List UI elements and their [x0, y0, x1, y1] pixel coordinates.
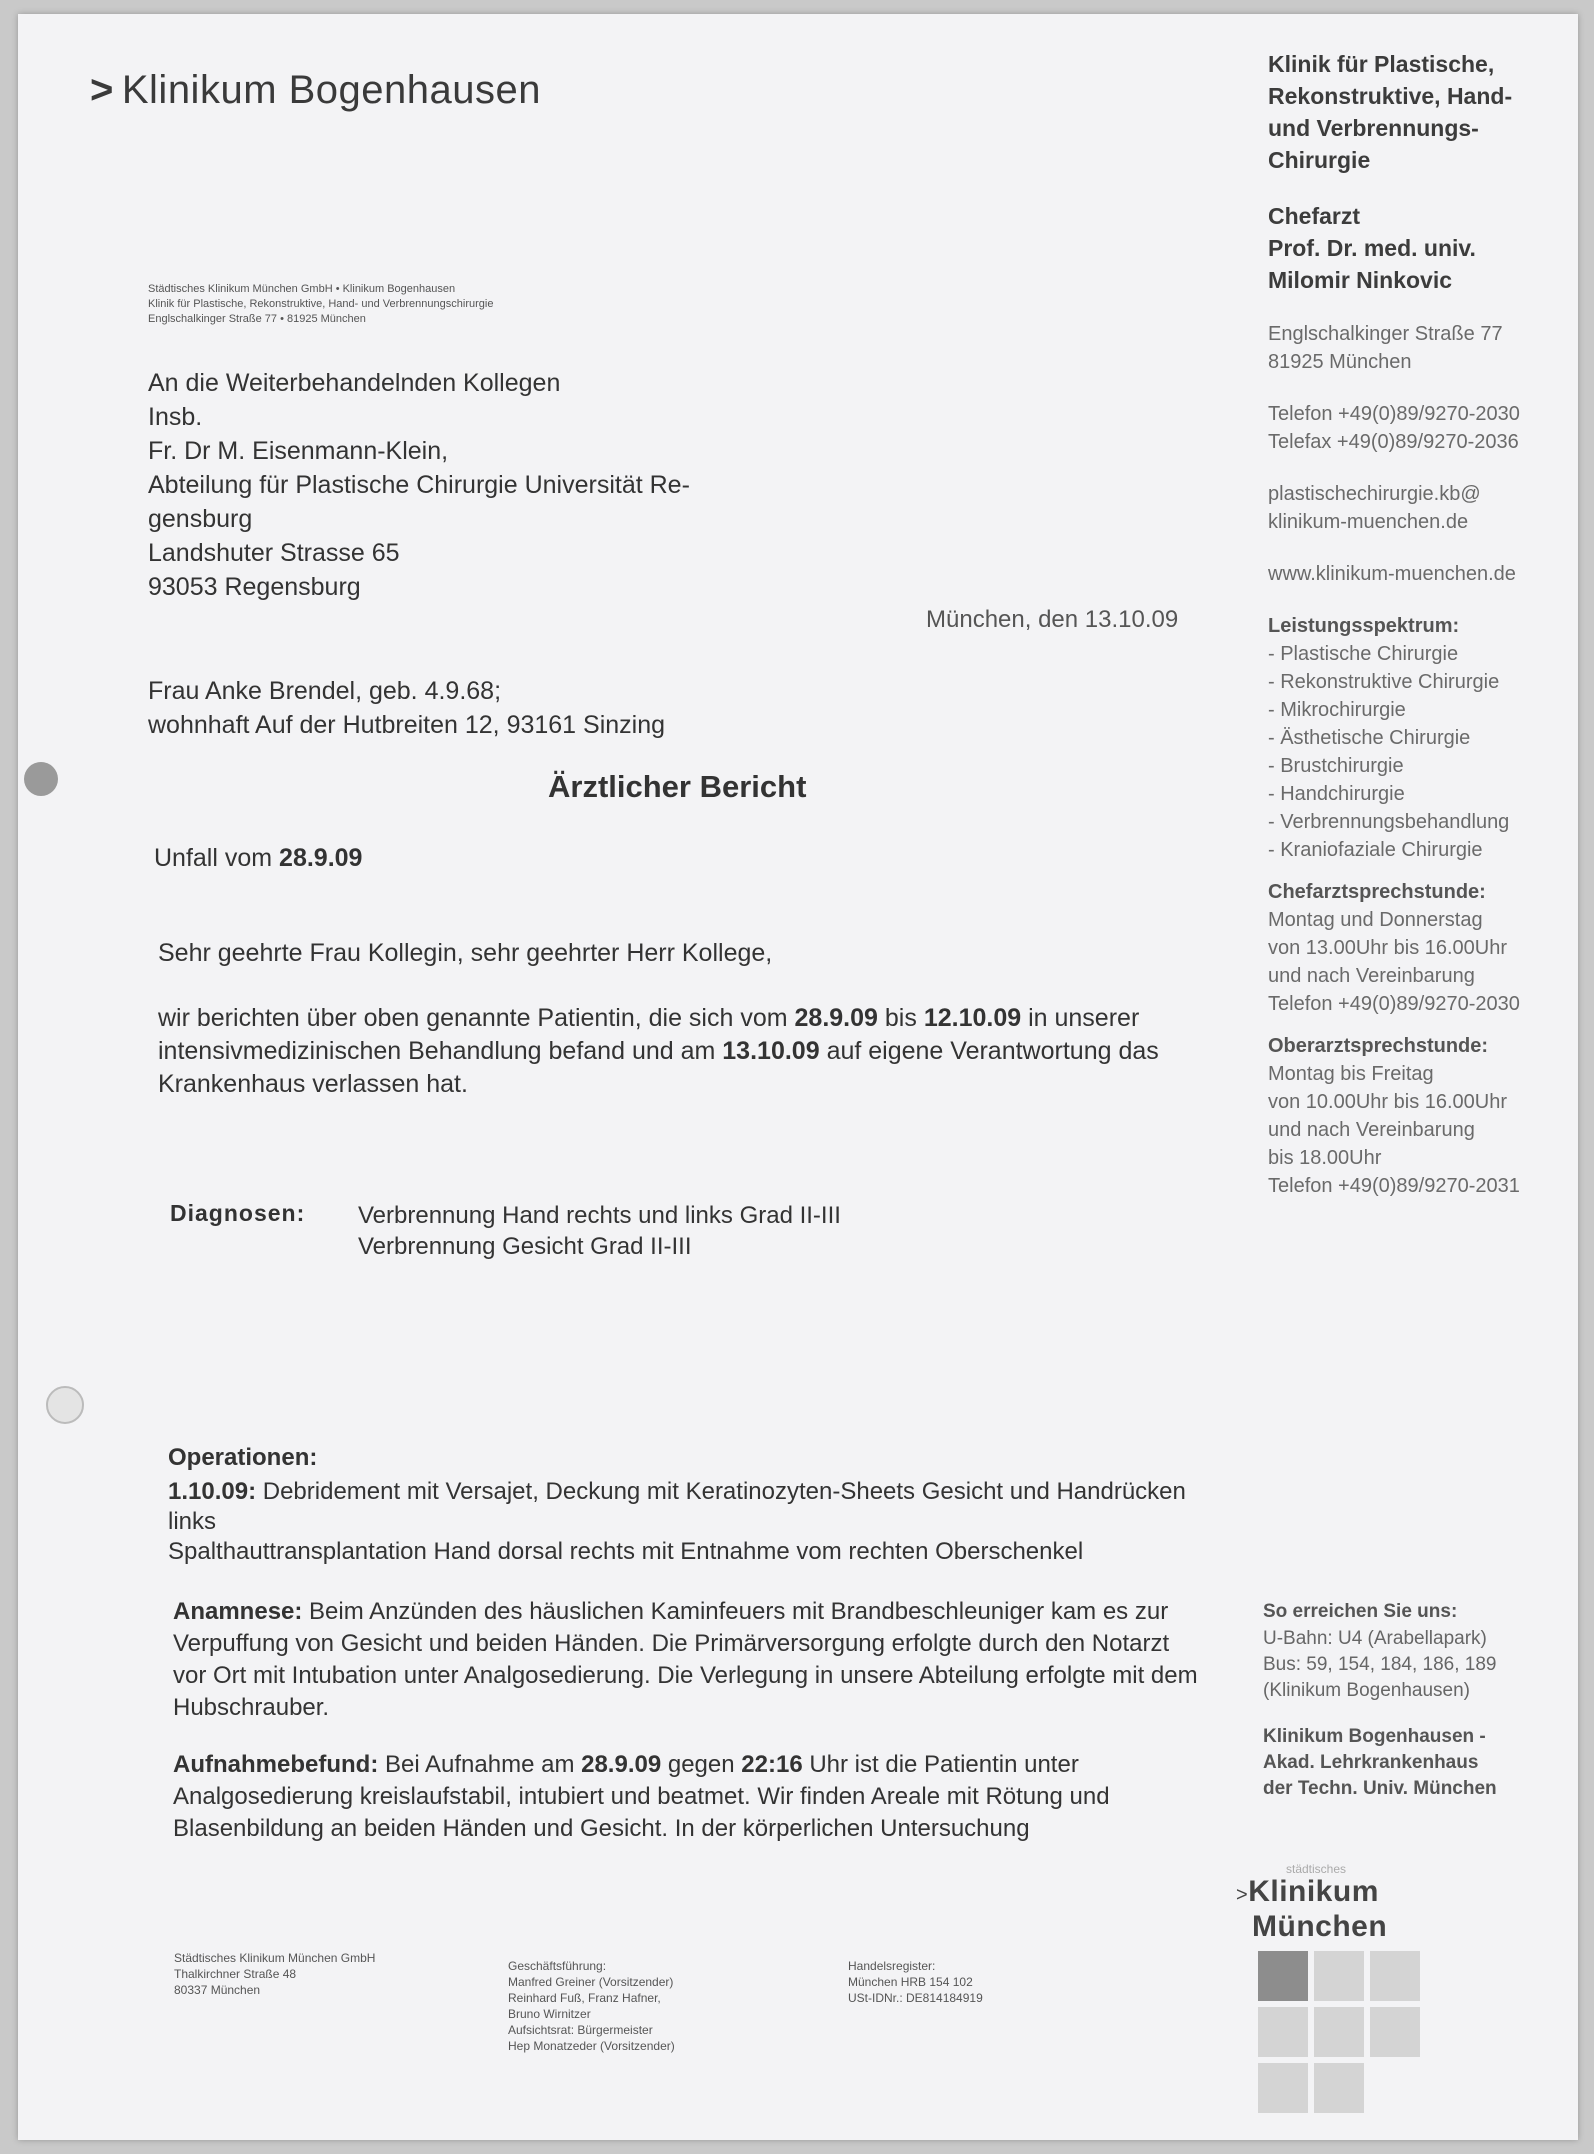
recipient-line: gensburg: [148, 505, 253, 533]
sidebar-fax: Telefax +49(0)89/9270-2036: [1268, 431, 1519, 453]
logo-square: [1370, 1951, 1420, 2001]
logo-text: Klinikum Bogenhausen: [121, 68, 542, 112]
accident-date-value: 28.9.09: [279, 844, 363, 872]
logo-arrow: >: [90, 68, 114, 112]
directions-line: Bus: 59, 154, 184, 186, 189: [1263, 1654, 1497, 1675]
directions-line: (Klinikum Bogenhausen): [1263, 1680, 1471, 1701]
chief-title: Prof. Dr. med. univ.: [1268, 235, 1476, 261]
intro-text: auf eigene Verantwortung das Krankenhaus verlassen hat.: [158, 1037, 1159, 1098]
anamnese-paragraph: [173, 1596, 1203, 1724]
footer-company: [174, 1950, 375, 1998]
operations-body: [168, 1477, 1268, 1567]
logo-square-empty: [1370, 2063, 1420, 2113]
admission-text: Uhr ist die Patientin unter Analgosedierung kreislaufstabil, intubiert und beatmet. Wir finden Areale mit Rötung und Blasenbildung an beiden Händen und Gesicht. In der körperlichen Untersuchung: [173, 1751, 1110, 1842]
operation-line: Debridement mit Versajet, Deckung mit Keratinozyten-Sheets Gesicht und Handrücken links: [168, 1478, 1186, 1535]
logo-square: [1314, 2007, 1364, 2057]
logo-square: [1314, 2063, 1364, 2113]
logo-line: München: [1252, 1910, 1388, 1943]
footer-line: Manfred Greiner (Vorsitzender): [508, 1975, 674, 1989]
logo-line: Klinikum: [1248, 1875, 1379, 1908]
logo-square: [1314, 1951, 1364, 2001]
punch-hole-bottom: [46, 1386, 84, 1424]
anamnese-label: Anamnese:: [173, 1598, 303, 1625]
diagnosis-item: Verbrennung Gesicht Grad II-III: [358, 1233, 692, 1260]
senior-hours-title: Oberarztsprechstunde:: [1268, 1035, 1489, 1057]
logo-square: [1370, 2007, 1420, 2057]
teaching-line: der Techn. Univ. München: [1263, 1778, 1497, 1799]
chief-hours-line: von 13.00Uhr bis 16.00Uhr: [1268, 937, 1508, 959]
service-item: - Mikrochirurgie: [1268, 699, 1406, 721]
klinikum-muenchen-logo: [1236, 1862, 1456, 2113]
services-title: Leistungsspektrum:: [1268, 615, 1460, 637]
letter-page: [18, 14, 1578, 2140]
senior-hours-line: Montag bis Freitag: [1268, 1063, 1434, 1085]
punch-hole-top: [24, 762, 58, 796]
sidebar-email: klinikum-muenchen.de: [1268, 511, 1469, 533]
intro-text: bis: [884, 1004, 917, 1032]
clinic-line: Rekonstruktive, Hand-: [1268, 83, 1513, 109]
sender-line: Klinik für Plastische, Rekonstruktive, Hand- und Verbrennungschirurgie: [148, 298, 494, 310]
sidebar-address-line: Englschalkinger Straße 77: [1268, 323, 1503, 345]
chief-label: Chefarzt: [1268, 203, 1361, 229]
service-item: - Kraniofaziale Chirurgie: [1268, 839, 1483, 861]
sidebar-lower: [1263, 1598, 1578, 1802]
admission-date: 28.9.09: [581, 1751, 662, 1778]
sidebar-email: plastischechirurgie.kb@: [1268, 483, 1481, 505]
footer-register: [848, 1958, 983, 2006]
clinic-line: Chirurgie: [1268, 147, 1371, 173]
intro-text: in unserer intensivmedizinischen Behandlung befand und am: [158, 1004, 1140, 1065]
footer-management: [508, 1958, 675, 2054]
clinic-line: und Verbrennungs-: [1268, 115, 1479, 141]
patient-line: Frau Anke Brendel, geb. 4.9.68;: [148, 677, 502, 705]
admission-label: Aufnahmebefund:: [173, 1751, 379, 1778]
operation-date: 1.10.09:: [168, 1478, 257, 1505]
recipient-line: Insb.: [148, 403, 203, 431]
chief-hours-title: Chefarztsprechstunde:: [1268, 881, 1486, 903]
logo-square: [1258, 2063, 1308, 2113]
recipient-line: Fr. Dr M. Eisenmann-Klein,: [148, 437, 449, 465]
accident-date: [154, 844, 362, 873]
patient-line: wohnhaft Auf der Hutbreiten 12, 93161 Sinzing: [148, 711, 666, 739]
recipient-line: 93053 Regensburg: [148, 573, 361, 601]
clinic-line: Klinik für Plastische,: [1268, 51, 1495, 77]
logo-square: [1258, 2007, 1308, 2057]
footer-line: Hep Monatzeder (Vorsitzender): [508, 2039, 675, 2053]
admission-text: Bei Aufnahme am: [384, 1751, 575, 1778]
accident-label: Unfall vom: [154, 844, 273, 872]
diagnoses-list: [358, 1200, 841, 1262]
admission-findings-paragraph: [173, 1749, 1223, 1845]
service-item: - Verbrennungsbehandlung: [1268, 811, 1510, 833]
teaching-line: Klinikum Bogenhausen -: [1263, 1726, 1486, 1747]
footer-line: Bruno Wirnitzer: [508, 2007, 591, 2021]
logo-squares: [1258, 1951, 1456, 2113]
sidebar-clinic-name: [1268, 48, 1578, 176]
anamnese-text: Beim Anzünden des häuslichen Kaminfeuers mit Brandbeschleuniger kam es zur Verpuffung von Gesicht und beiden Händen. Die Primärversorgung erfolgte durch den Notarzt vor Ort mit Intubation unter Analgosedierung. Die Verlegung in unsere Abteilung erfolgte mit dem Hubschrauber.: [173, 1598, 1198, 1721]
intro-date: 13.10.09: [722, 1037, 820, 1065]
directions-line: U-Bahn: U4 (Arabellapark): [1263, 1628, 1487, 1649]
footer-line: Thalkirchner Straße 48: [174, 1967, 297, 1981]
admission-time: 22:16: [741, 1751, 803, 1778]
intro-date: 28.9.09: [794, 1004, 878, 1032]
senior-hours-line: und nach Vereinbarung: [1268, 1119, 1475, 1141]
footer-line: Geschäftsführung:: [508, 1959, 607, 1973]
salutation: Sehr geehrte Frau Kollegin, sehr geehrter Herr Kollege,: [158, 939, 773, 967]
sidebar-address-line: 81925 München: [1268, 351, 1412, 373]
intro-paragraph: [158, 1002, 1188, 1101]
footer-line: Handelsregister:: [848, 1959, 936, 1973]
sidebar-info: [1268, 48, 1578, 1200]
service-item: - Rekonstruktive Chirurgie: [1268, 671, 1500, 693]
sidebar-website: www.klinikum-muenchen.de: [1268, 563, 1516, 585]
teaching-hospital-note: [1263, 1724, 1578, 1802]
diagnoses-label: Diagnosen:: [170, 1200, 306, 1226]
service-item: - Ästhetische Chirurgie: [1268, 727, 1471, 749]
operation-line: Spalthauttransplantation Hand dorsal rechts mit Entnahme vom rechten Oberschenkel: [168, 1538, 1084, 1565]
footer-line: Städtisches Klinikum München GmbH: [174, 1951, 376, 1965]
chief-hours-line: Montag und Donnerstag: [1268, 909, 1483, 931]
intro-text: wir berichten über oben genannte Patientin, die sich vom: [158, 1004, 788, 1032]
operations-title: Operationen:: [168, 1444, 318, 1471]
footer-line: 80337 München: [174, 1983, 261, 1997]
sender-line: Städtisches Klinikum München GmbH • Klinikum Bogenhausen: [148, 283, 456, 295]
teaching-line: Akad. Lehrkrankenhaus: [1263, 1752, 1479, 1773]
chief-hours-line: und nach Vereinbarung: [1268, 965, 1475, 987]
directions-title: So erreichen Sie uns:: [1263, 1601, 1458, 1622]
patient-block: [148, 674, 665, 742]
service-item: - Plastische Chirurgie: [1268, 643, 1459, 665]
footer-line: München HRB 154 102: [848, 1975, 973, 1989]
logo-square: [1258, 1951, 1308, 2001]
logo-tiny-text: städtisches: [1286, 1862, 1347, 1876]
recipient-line: An die Weiterbehandelnden Kollegen: [148, 369, 561, 397]
service-item: - Handchirurgie: [1268, 783, 1405, 805]
recipient-block: [148, 366, 690, 604]
senior-hours-line: Telefon +49(0)89/9270-2031: [1268, 1175, 1520, 1197]
footer-line: Reinhard Fuß, Franz Hafner,: [508, 1991, 661, 2005]
service-item: - Brustchirurgie: [1268, 755, 1404, 777]
clinic-logo: [90, 68, 541, 113]
chief-hours-line: Telefon +49(0)89/9270-2030: [1268, 993, 1520, 1015]
recipient-line: Landshuter Strasse 65: [148, 539, 400, 567]
senior-hours-line: bis 18.00Uhr: [1268, 1147, 1382, 1169]
sender-line: Englschalkinger Straße 77 • 81925 München: [148, 313, 366, 325]
diagnosis-item: Verbrennung Hand rechts und links Grad II-III: [358, 1202, 841, 1229]
logo-arrow: >: [1236, 1884, 1249, 1906]
sidebar-phone: Telefon +49(0)89/9270-2030: [1268, 403, 1520, 425]
admission-text: gegen: [667, 1751, 735, 1778]
intro-date: 12.10.09: [923, 1004, 1022, 1032]
chief-name: Milomir Ninkovic: [1268, 267, 1453, 293]
footer-line: USt-IDNr.: DE814184919: [848, 1991, 983, 2005]
footer-line: Aufsichtsrat: Bürgermeister: [508, 2023, 653, 2037]
sender-address: [148, 282, 493, 327]
report-title: Ärztlicher Bericht: [548, 769, 807, 804]
letter-date: München, den 13.10.09: [926, 606, 1179, 633]
senior-hours-line: von 10.00Uhr bis 16.00Uhr: [1268, 1091, 1508, 1113]
recipient-line: Abteilung für Plastische Chirurgie Universität Re-: [148, 471, 690, 499]
